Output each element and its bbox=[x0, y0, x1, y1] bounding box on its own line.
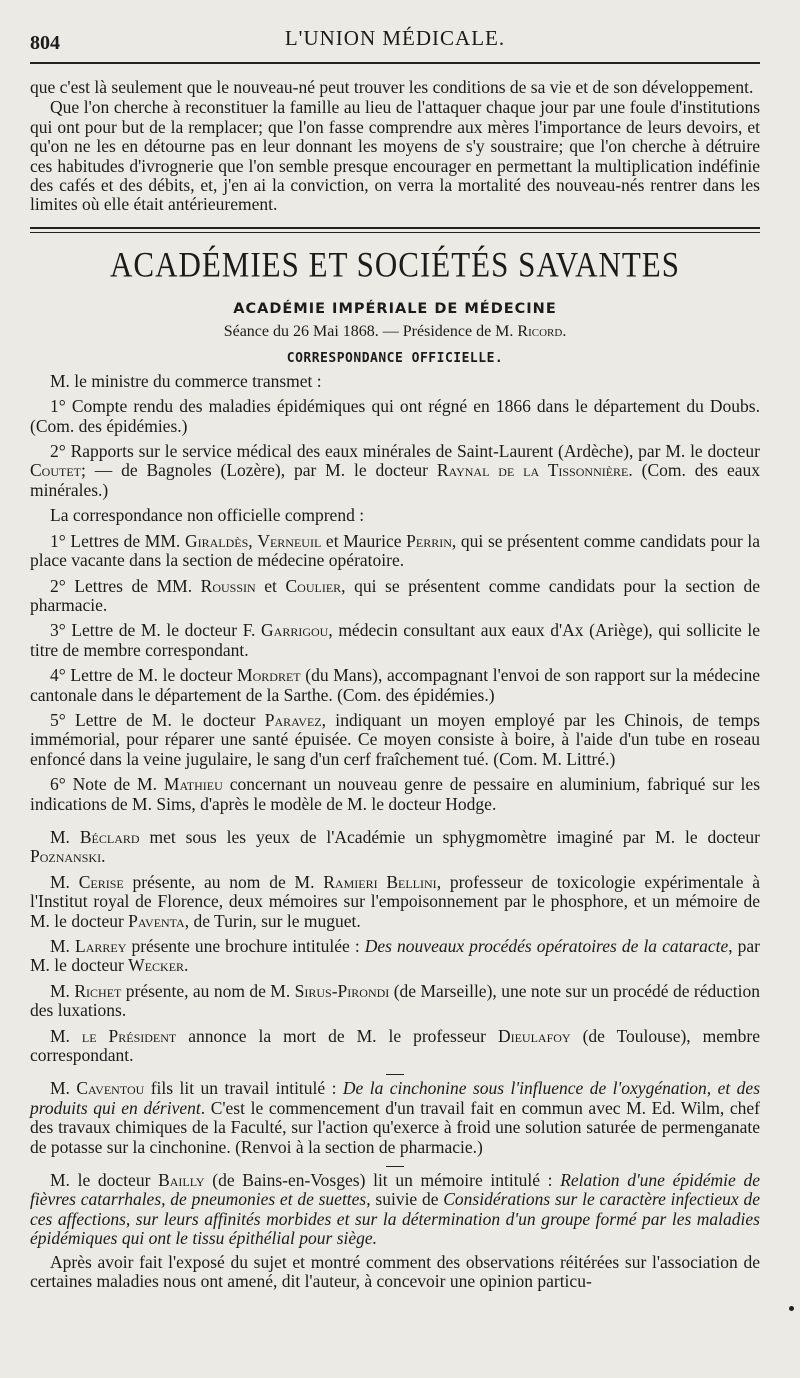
seance-end: . bbox=[562, 322, 567, 340]
nonofficial-item-2: 2° Lettres de MM. Roussin et Coulier, qui se présentent comme candidats pour la section de pharmacie. bbox=[30, 575, 760, 615]
section-divider-thin bbox=[30, 232, 760, 233]
cerise-paragraph: M. Cerise présente, au nom de M. Ramieri Bellini, professeur de toxicologie expérimentale à l'Institut royal de Florence, deux mémoires sur l'empoisonnement par le phosphore, et un mémoire de M. le docteur Paventa, de Turin, sur le muguet. bbox=[30, 871, 761, 931]
nonofficial-item-1: 1° Lettres de MM. Giraldès, Verneuil et Maurice Perrin, qui se présentent comme candidats pour la place vacante dans la section de médecine opératoire. bbox=[30, 530, 761, 571]
seance-line bbox=[30, 323, 760, 341]
header-rule bbox=[30, 62, 760, 64]
official-item-2: 2° Rapports sur le service médical des eaux minérales de Saint-Laurent (Ardèche), par M. le docteur Coutet; — de Bagnoles (Lozère), par M. le docteur Raynal de la Tissonnière. (Com. des eaux minérales.) bbox=[30, 441, 760, 500]
beclard-paragraph: M. Béclard met sous les yeux de l'Académie un sphygmomètre imaginé par M. le docteur Poznanski. bbox=[30, 826, 761, 867]
nonofficial-heading: La correspondance non officielle comprend : bbox=[50, 505, 365, 526]
intro-paragraph-1: que c'est là seulement que le nouveau-né peut trouver les conditions de sa vie et de son développement. bbox=[30, 77, 754, 97]
bailly-paragraph: M. le docteur Bailly (de Bains-en-Vosges) lit un mémoire intitulé : Relation d'une épidémie de fièvres catarrhales, de pneumonies et de suettes, suivie de Considérations sur le caractère infectieux de ces affections, sur leurs affinités morbides et sur la détermination d'un groupe formé par les maladies épidémiques qui ont le tissu épithélial pour siège. bbox=[30, 1170, 760, 1249]
president-name: Ricord bbox=[517, 322, 563, 340]
section-divider bbox=[30, 227, 760, 229]
intro-paragraph-2: Que l'on cherche à reconstituer la famille au lieu de l'attaquer chaque jour par une foule d'institutions qui ont pour but de la remplacer; que l'on fasse comprendre aux mères l'importance de leurs devoirs, et qu'on ne les en détourne pas en leur donnant les moyens de s'y soustraire; que l'on cherche à détruire ces habitudes d'ivrognerie que l'on semble presque encourager en permettant la multiplication indéfinie des cafés et des débits, et, j'en ai la conviction, on verra la mortalité des nouveau-nés rentrer dans les limites où elle était antérieurement. bbox=[30, 97, 760, 215]
official-item-1: 1° Compte rendu des maladies épidémiques qui ont régné en 1866 dans le département du Doubs. (Com. des épidémies.) bbox=[30, 396, 760, 436]
nonofficial-item-5: 5° Lettre de M. le docteur Paravez, indiquant un moyen employé par les Chinois, de temps immémorial, pour réparer une santé épuisée. Ce moyen consiste à boire, à l'aide d'un tube en roseau enfoncé dans la veine jugulaire, le sang d'un cerf fraîchement tué. (Com. M. Littré.) bbox=[30, 709, 760, 769]
margin-dot bbox=[789, 1306, 794, 1311]
larrey-paragraph: M. Larrey présente une brochure intitulée : Des nouveaux procédés opératoires de la cataracte, par M. le docteur Wecker. bbox=[30, 936, 761, 976]
president-paragraph: M. le Président annonce la mort de M. le professeur Dieulafoy (de Toulouse), membre correspondant. bbox=[30, 1025, 760, 1066]
academy-title: ACADÉMIE IMPÉRIALE DE MÉDECINE bbox=[233, 300, 557, 317]
nonofficial-item-3: 3° Lettre de M. le docteur F. Garrigou, médecin consultant aux eaux d'Ax (Ariège), qui sollicite le titre de membre correspondant. bbox=[30, 620, 760, 660]
separator-dash-1 bbox=[386, 1074, 404, 1075]
correspondance-title: CORRESPONDANCE OFFICIELLE. bbox=[286, 350, 504, 366]
separator-dash-2 bbox=[386, 1166, 404, 1167]
richet-paragraph: M. Richet présente, au nom de M. Sirus-Pirondi (de Marseille), une note sur un procédé de réduction des luxations. bbox=[30, 980, 760, 1021]
page-header bbox=[30, 18, 760, 52]
caventou-paragraph: M. Caventou fils lit un travail intitulé : De la cinchonine sous l'influence de l'oxygénation, et des produits qui en dérivent. C'est le commencement d'un travail fait en commun avec M. Ed. Wilm, chef des travaux chimiques de la Faculté, sur l'action qu'exerce à froid une solution saturée de permenganate de potasse sur la cinchonine. (Renvoi à la section de pharmacie.) bbox=[30, 1078, 761, 1157]
minister-line: M. le ministre du commerce transmet : bbox=[50, 370, 322, 391]
page-number: 804 bbox=[30, 32, 60, 54]
nonofficial-item-6: 6° Note de M. Mathieu concernant un nouveau genre de pessaire en aluminium, fabriqué sur les indications de M. Sims, d'après le modèle de M. le docteur Hodge. bbox=[30, 774, 760, 814]
closing-paragraph: Après avoir fait l'exposé du sujet et montré comment des observations réitérées sur l'association de certaines maladies nous ont amené, dit l'auteur, à concevoir une opinion particu- bbox=[30, 1251, 760, 1292]
seance-text: Séance du 26 Mai 1868. — Présidence de M. bbox=[223, 322, 518, 340]
section-title: ACADÉMIES ET SOCIÉTÉS SAVANTES bbox=[110, 244, 680, 285]
journal-title: L'UNION MÉDICALE. bbox=[284, 26, 506, 50]
nonofficial-item-4: 4° Lettre de M. le docteur Mordret (du Mans), accompagnant l'envoi de son rapport sur la médecine cantonale dans le département de la Sarthe. (Com. des épidémies.) bbox=[30, 665, 760, 705]
